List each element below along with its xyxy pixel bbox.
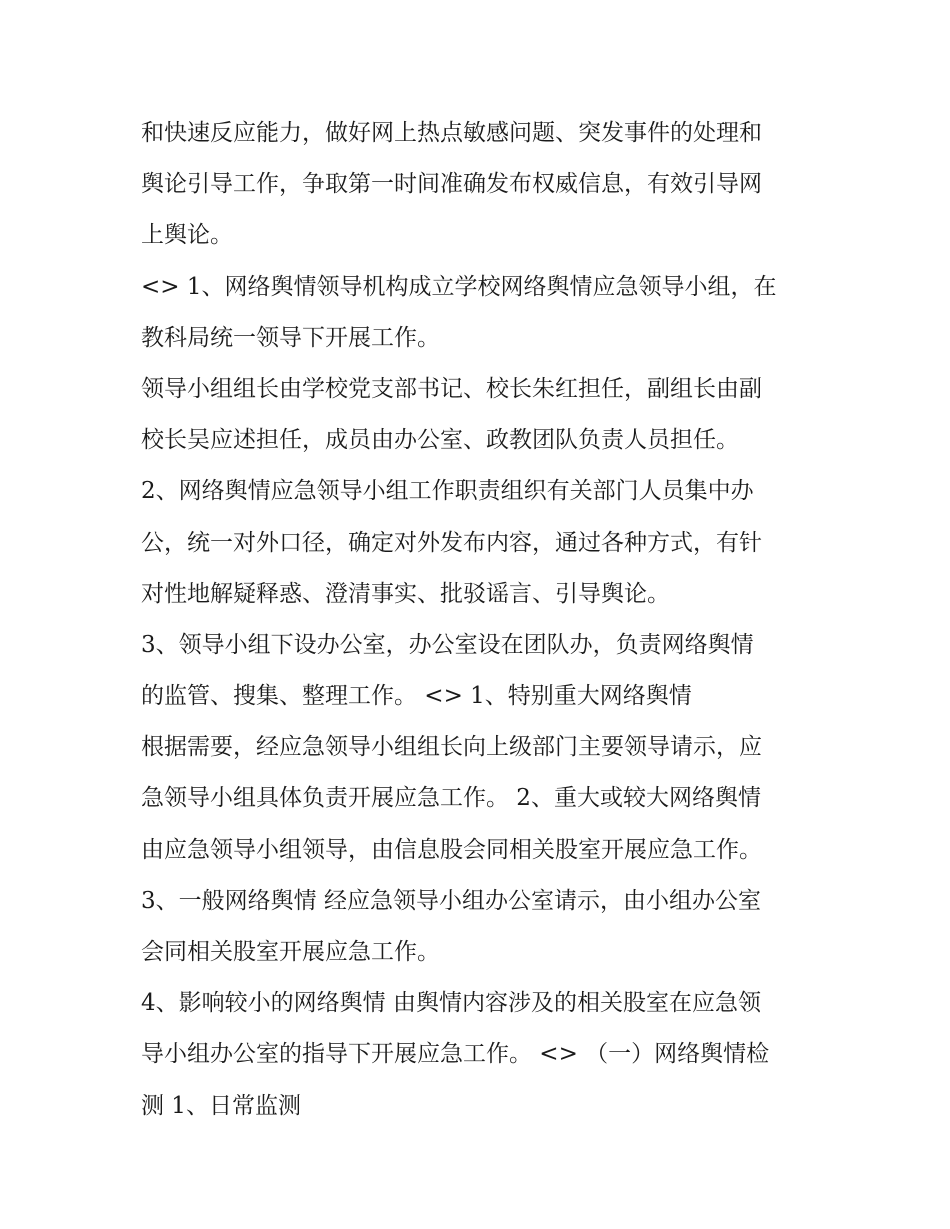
text-line: 领导小组组长由学校党支部书记、校长朱红担任，副组长由副 bbox=[141, 375, 762, 402]
text-line: 根据需要，经应急领导小组组长向上级部门主要领导请示，应 bbox=[141, 734, 762, 761]
text-line: 上舆论。 bbox=[141, 222, 233, 249]
text-line: 和快速反应能力，做好网上热点敏感问题、突发事件的处理和 bbox=[141, 120, 762, 146]
text-line: 2、网络舆情应急领导小组工作职责组织有关部门人员集中办 bbox=[141, 478, 754, 505]
text-line: 会同相关股室开展应急工作。 bbox=[141, 939, 440, 965]
text-line: 急领导小组具体负责开展应急工作。 2、重大或较大网络舆情 bbox=[141, 785, 761, 812]
text-line: 校长吴应述担任，成员由办公室、政教团队负责人员担任。 bbox=[141, 427, 739, 454]
text-line: 教科局统一领导下开展工作。 bbox=[141, 324, 440, 351]
text-line: 3、一般网络舆情 经应急领导小组办公室请示，由小组办公室 bbox=[141, 887, 761, 914]
text-line: 3、领导小组下设办公室，办公室设在团队办，负责网络舆情 bbox=[141, 631, 754, 658]
text-line: <> 1、网络舆情领导机构成立学校网络舆情应急领导小组，在 bbox=[141, 273, 777, 300]
text-line: 的监管、搜集、整理工作。 <> 1、特别重大网络舆情 bbox=[141, 683, 692, 710]
document-body bbox=[141, 108, 821, 1132]
text-line: 对性地解疑释惑、澄清事实、批驳谣言、引导舆论。 bbox=[141, 580, 670, 607]
text-line: 4、影响较小的网络舆情 由舆情内容涉及的相关股室在应急领 bbox=[141, 990, 761, 1017]
text-line: 舆论引导工作，争取第一时间准确发布权威信息，有效引导网 bbox=[141, 171, 762, 198]
text-line: 导小组办公室的指导下开展应急工作。 <> （一）网络舆情检 bbox=[141, 1041, 770, 1068]
text-line: 测 1、日常监测 bbox=[141, 1092, 301, 1119]
text-line: 公，统一对外口径，确定对外发布内容，通过各种方式，有针 bbox=[141, 529, 762, 556]
text-line: 由应急领导小组领导，由信息股会同相关股室开展应急工作。 bbox=[141, 836, 762, 863]
